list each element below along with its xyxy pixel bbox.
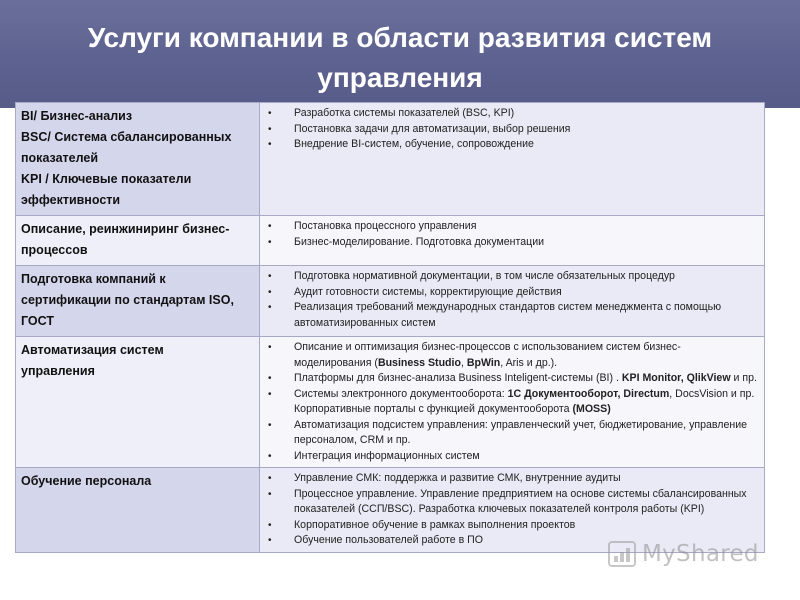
table-row [16,337,765,468]
list-item-text: Системы электронного документооборота: [294,387,508,400]
bullet-dot-icon: • [268,342,272,353]
bullet-dot-icon: • [268,271,272,282]
service-category-line: Обучение персонала [21,474,152,488]
list-item-text: Бизнес-моделирование. Подготовка документации [294,235,545,248]
list-item [266,137,758,153]
list-item-text: Постановка задачи для автоматизации, выбор решения [294,122,571,135]
service-category-line: процессов [21,243,88,257]
bullet-dot-icon: • [268,488,272,500]
services-table-container [15,102,764,553]
list-item-text: Интеграция информационных систем [294,449,480,462]
list-item-text: Автоматизация подсистем управления: управленческий учет, бюджетирование, управление персоналом, CRM и пр. [294,418,748,446]
list-item-text: Подготовка нормативной документации, в том числе обязательных процедур [294,270,675,282]
service-category-line: Автоматизация систем [21,343,164,357]
watermark [608,536,768,572]
service-category-line: эффективности [21,193,121,207]
list-item-text: Корпоративное обучение в рамках выполнения проектов [294,518,576,531]
service-category-line: ГОСТ [21,314,54,328]
list-item-text: Business Studio [377,356,461,369]
service-category-cell [16,337,260,468]
watermark-text: MyShared [642,541,759,567]
list-item [266,235,758,251]
list-item-text: , DocsVision и пр. Корпоративные порталы с функцией документооборота [294,387,755,415]
service-category-line: BI/ Бизнес-анализ [21,109,133,123]
list-item-text: Реализация требований международных стандартов систем менеджмента с помощью автоматизированных систем [294,301,722,329]
list-item-text: Аудит готовности системы, корректирующие действия [294,285,562,298]
myshared-logo-icon [608,541,636,567]
service-category-cell [16,103,260,216]
table-row [16,266,765,337]
bullet-dot-icon: • [268,450,272,462]
service-category-cell [16,266,260,337]
service-category-line: BSC/ Система сбалансированных [21,130,232,144]
service-details-cell [260,266,765,337]
list-item-text: , [460,356,467,369]
service-details-cell [260,337,765,468]
bullet-dot-icon: • [268,221,272,232]
services-table [15,102,765,553]
service-category-line: показателей [21,151,99,165]
list-item-text: Постановка процессного управления [294,220,477,232]
slide-title: Услуги компании в области развития систем управления [87,22,713,93]
bullet-dot-icon: • [268,419,272,431]
bullet-dot-icon: • [268,519,272,531]
list-item-text: 1С Документооборот, Directum [507,387,670,400]
bullet-dot-icon: • [268,373,272,384]
table-row [16,103,765,216]
bullet-dot-icon: • [268,535,272,546]
services-table-body [16,103,765,553]
bullet-dot-icon: • [268,123,272,135]
list-item-text: KPI Monitor, QlikView [621,372,731,384]
bullet-dot-icon: • [268,473,272,484]
list-item [266,371,758,387]
service-details-list [266,340,758,464]
list-item [266,269,758,285]
list-item [266,518,758,534]
list-item [266,219,758,235]
bullet-dot-icon: • [268,108,272,119]
service-category-line: KPI / Ключевые показатели [21,172,192,186]
service-category-line: Подготовка компаний к [21,272,166,286]
service-details-list [266,269,758,331]
list-item [266,487,758,518]
table-row [16,216,765,266]
slide-header [0,0,800,108]
bullet-dot-icon: • [268,236,272,248]
bullet-dot-icon: • [268,302,272,313]
list-item [266,106,758,122]
list-item [266,300,758,331]
service-category-line: управления [21,364,95,378]
list-item-text: Внедрение BI-систем, обучение, сопровождение [294,138,534,150]
list-item-text: Платформы для бизнес-анализа Business Inteligent-системы (BI) . [294,372,622,384]
list-item-text: Описание и оптимизация бизнес-процессов с использованием систем бизнес-моделирования ( [294,341,681,369]
list-item-text: Обучение пользователей работе в ПО [294,534,483,546]
list-item-text: BpWin [466,356,501,369]
bullet-dot-icon: • [268,388,272,400]
bullet-dot-icon: • [268,286,272,298]
service-category-line: сертификации по стандартам ISO, [21,293,234,307]
service-category-cell [16,468,260,553]
list-item [266,122,758,138]
list-item-text: Процессное управление. Управление предприятием на основе системы сбалансированных показателей (ССП/BSC). Разработка ключевых показателей контроля работы (KPI) [294,487,747,515]
list-item-text: , Aris и др.). [500,356,558,369]
service-category-line: Описание, реинжиниринг бизнес- [21,222,230,236]
list-item [266,387,758,418]
list-item [266,449,758,465]
list-item-text: (MOSS) [572,403,611,415]
service-details-list [266,106,758,153]
list-item-text: Разработка системы показателей (BSC, KPI) [294,107,515,119]
list-item [266,285,758,301]
service-category-cell [16,216,260,266]
service-details-cell [260,103,765,216]
list-item-text: Управление СМК: поддержка и развитие СМК, внутренние аудиты [294,472,621,484]
bullet-dot-icon: • [268,139,272,150]
list-item [266,471,758,487]
list-item [266,340,758,371]
service-details-list [266,219,758,250]
list-item [266,418,758,449]
service-details-cell [260,216,765,266]
list-item-text: и пр. [730,372,757,384]
